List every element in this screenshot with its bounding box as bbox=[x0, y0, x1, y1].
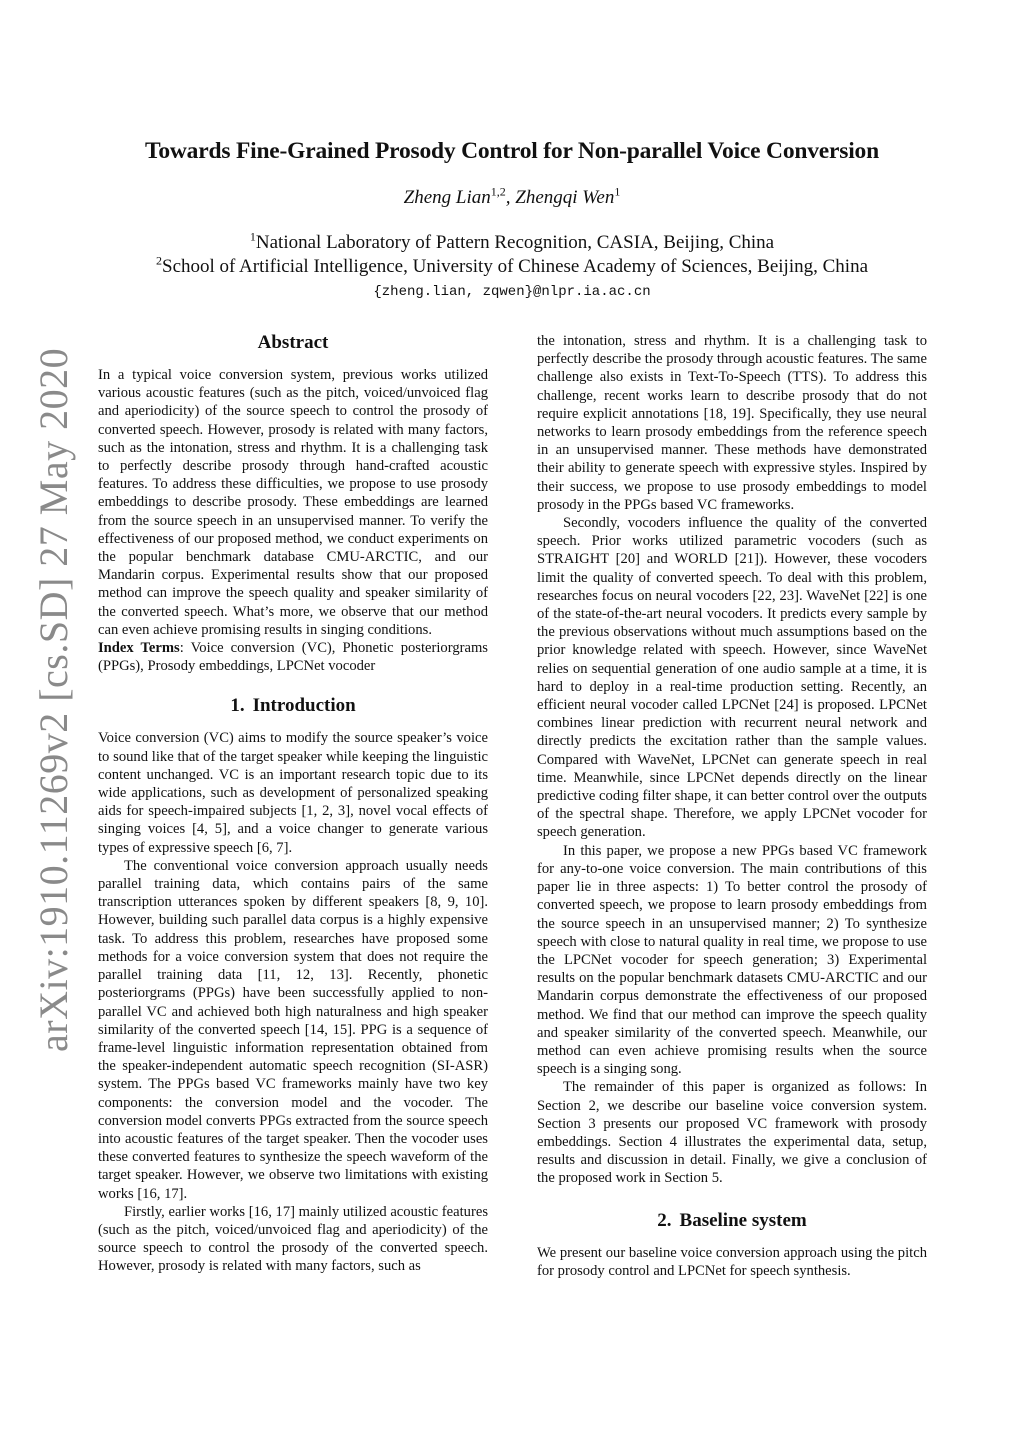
intro-paragraph-6: The remainder of this paper is organized as follows: In Section 2, we describe our baseline voice conversion system. Section 3 presents our proposed VC framework with prosody embeddings. Section 4 illustrates the experimental data, setup, results and discussion in detail. Finally, we give a conclusion of the proposed work in Section 5. bbox=[537, 1079, 927, 1187]
author-email: {zheng.lian, zqwen}@nlpr.ia.ac.cn bbox=[373, 284, 651, 300]
right-column bbox=[537, 332, 927, 1280]
affiliation-text: National Laboratory of Pattern Recognition, CASIA, Beijing, China bbox=[255, 232, 775, 253]
author-name: Zhengqi Wen bbox=[515, 187, 615, 208]
author-line bbox=[0, 184, 1024, 209]
affiliation-mark: 1 bbox=[249, 229, 256, 244]
affiliation-2 bbox=[0, 253, 1024, 278]
abstract-body: In a typical voice conversion system, previous works utilized various acoustic features (such as the pitch, voiced/unvoiced flag and aperiodicity) of the source speech to control the prosody of converted speech. However, prosody is related with many factors, such as the intonation, stress and rhythm. It is a challenging task to perfectly describe prosody through hand-crafted acoustic features. To address these difficulties, we propose to use prosody embeddings to describe prosody. These embeddings are learned from the source speech in an unsupervised manner. To verify the effectiveness of our proposed method, we conduct experiments on the popular benchmark database CMU-ARCTIC, and our Mandarin corpus. Experimental results show that our proposed method can improve the speech quality and speaker similarity of the converted speech. What’s more, we observe that our method can even achieve promising results in singing conditions. bbox=[98, 367, 488, 638]
index-terms-label: Index Terms bbox=[98, 640, 180, 657]
index-terms-text: : Voice conversion (VC), Phonetic posteriorgrams (PPGs), Prosody embeddings, LPCNet vocoder bbox=[98, 640, 488, 675]
left-column bbox=[98, 332, 488, 1276]
affiliation-1 bbox=[0, 229, 1024, 254]
intro-paragraph-4: Secondly, vocoders influence the quality of the converted speech. Prior works utilized parametric vocoders (such as STRAIGHT [20] and WORLD [21]). However, these vocoders limit the quality of converted speech. To deal with this problem, researches focus on neural vocoders [22, 23]. WaveNet [22] is one of the state-of-the-art neural vocoders. It predicts every sample by the previous observations without much assumptions based on the prior knowledge related with speech. However, since WaveNet relies on sequential generation of one audio sample at a time, it is hard to deploy in a real-time production setting. Recently, an efficient neural vocoder called LPCNet [24] is proposed. LPCNet combines linear prediction with recurrent neural network and directly predicts the excitation rather than the sample values. Compared with WaveNet, LPCNet can generate speech in real time. Meanwhile, since LPCNet depends directly on the linear predictive coding filter shape, it can better control over the outputs of the spectral shape. Therefore, we apply LPCNet vocoder for speech generation. bbox=[537, 515, 927, 841]
section-number: 2. bbox=[657, 1209, 672, 1231]
author-separator: , bbox=[505, 187, 516, 208]
affiliation-mark: 2 bbox=[156, 253, 162, 268]
author-name: Zheng Lian bbox=[403, 187, 491, 208]
abstract-heading: Abstract bbox=[257, 332, 329, 353]
section-title: Introduction bbox=[252, 695, 356, 717]
intro-paragraph-3-start: Firstly, earlier works [16, 17] mainly utilized acoustic features (such as the pitch, voiced/unvoiced flag and aperiodicity) of the source speech to control the prosody of the converted speech. However, prosody is related with many factors, such as bbox=[98, 1203, 488, 1275]
affiliation-text: School of Artificial Intelligence, University of Chinese Academy of Sciences, Beijing, China bbox=[162, 256, 868, 277]
intro-paragraph-3-continued: the intonation, stress and rhythm. It is a challenging task to perfectly describe the prosody through acoustic features. The same challenge also exists in Text-To-Speech (TTS). To address this challenge, recent works learn to describe prosody that do not require explicit annotations [18, 19]. Specifically, they use neural networks to learn prosody embeddings from the reference speech in an unsupervised manner. These methods have demonstrated their ability to generate speech with expressive styles. Inspired by their success, we propose to use prosody embeddings to model prosody in the PPGs based VC frameworks. bbox=[537, 333, 927, 513]
intro-paragraph-5: In this paper, we propose a new PPGs based VC framework for any-to-one voice conversion. The main contributions of this paper lie in three aspects: 1) To better control the prosody of converted speech, we propose to learn prosody embeddings from the source speech in an unsupervised manner; 2) To synthesize speech with close to natural quality in real time, we propose to use the LPCNet vocoder for speech generation; 3) Experimental results on the popular benchmark datasets CMU-ARCTIC and our Mandarin corpus demonstrate the effectiveness of our proposed method. We find that our method can improve the speech quality and speaker similarity of the converted speech. Meanwhile, our method can even achieve promising results when the source speech is a singing song. bbox=[537, 842, 927, 1078]
section-heading-introduction bbox=[98, 695, 488, 717]
author-affiliation-mark: 1,2 bbox=[490, 184, 506, 199]
section-title: Baseline system bbox=[679, 1209, 807, 1231]
intro-paragraph-1: Voice conversion (VC) aims to modify the source speaker’s voice to sound like that of the target speaker while keeping the linguistic content unchanged. VC is an important research topic due to its wide applications, such as development of personalized speaking aids for speech-impaired subjects [1, 2, 3], novel vocal effects of singing voices [4, 5], and a voice changer to generate various types of expressive speech [6, 7]. bbox=[98, 730, 488, 856]
paper-title: Towards Fine-Grained Prosody Control for Non-parallel Voice Conversion bbox=[145, 138, 879, 164]
section-number: 1. bbox=[230, 695, 245, 717]
intro-paragraph-2: The conventional voice conversion approach usually needs parallel training data, which contains pairs of the same transcription utterances spoken by different speakers [8, 9, 10]. However, building such parallel data corpus is a highly expensive task. To address this problem, researches have proposed some methods for a voice conversion system that does not require the parallel training data [11, 12, 13]. Recently, phonetic posteriorgrams (PPGs) have been successfully applied to non-parallel VC and achieved both high naturalness and high speaker similarity of the converted speech [14, 15]. PPG is a sequence of frame-level linguistic information representation obtained from the speaker-independent automatic speech recognition (SI-ASR) system. The PPGs based VC frameworks mainly have two key components: the conversion model and the vocoder. The conversion model converts PPGs extracted from the source speech into acoustic features of the target speaker. Then the vocoder uses these converted features to synthesize the speech waveform of the target speaker. However, we observe two limitations with existing works [16, 17]. bbox=[98, 857, 488, 1202]
arxiv-identifier-stamp: arXiv:1910.11269v2 [cs.SD] 27 May 2020 bbox=[31, 347, 76, 1052]
baseline-paragraph-1: We present our baseline voice conversion approach using the pitch for prosody control and LPCNet for speech synthesis. bbox=[537, 1244, 927, 1279]
section-heading-baseline bbox=[537, 1210, 927, 1232]
index-terms bbox=[98, 639, 488, 675]
author-affiliation-mark: 1 bbox=[614, 184, 621, 199]
